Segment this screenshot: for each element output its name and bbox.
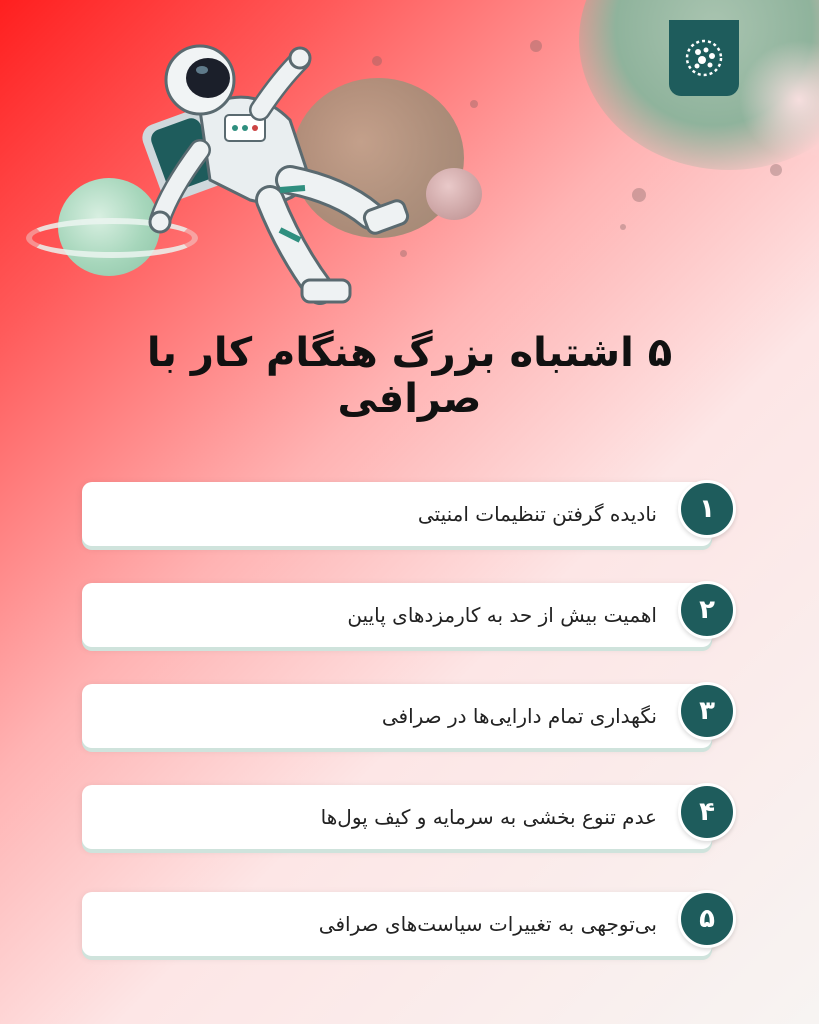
space-dot	[632, 188, 646, 202]
list-item-number: ۱	[678, 480, 736, 538]
list-item-number: ۲	[678, 581, 736, 639]
list-item	[82, 482, 732, 550]
astronaut-icon	[130, 40, 420, 320]
list-item-number: ۵	[678, 890, 736, 948]
list-item-label: عدم تنوع بخشی به سرمایه و کیف پول‌ها	[320, 805, 657, 829]
list-item	[82, 892, 732, 960]
list-item	[82, 583, 732, 651]
space-dot	[620, 224, 626, 230]
list-item-label: نگهداری تمام دارایی‌ها در صرافی	[381, 704, 657, 728]
list-item-number: ۳	[678, 682, 736, 740]
space-dot	[530, 40, 542, 52]
list-item-label: بی‌توجهی به تغییرات سیاست‌های صرافی	[318, 912, 657, 936]
small-moon	[426, 168, 482, 220]
dots-logo-icon	[684, 38, 724, 78]
list-item	[82, 785, 732, 853]
list-item-label: اهمیت بیش از حد به کارمزدهای پایین	[347, 603, 657, 627]
space-dot	[470, 100, 478, 108]
list-item	[82, 684, 732, 752]
list-item-number: ۴	[678, 783, 736, 841]
page-title: ۵ اشتباه بزرگ هنگام کار با صرافی	[146, 330, 673, 422]
space-dot	[770, 164, 782, 176]
logo-badge	[669, 20, 739, 96]
list-item-label: نادیده گرفتن تنظیمات امنیتی	[417, 502, 657, 526]
